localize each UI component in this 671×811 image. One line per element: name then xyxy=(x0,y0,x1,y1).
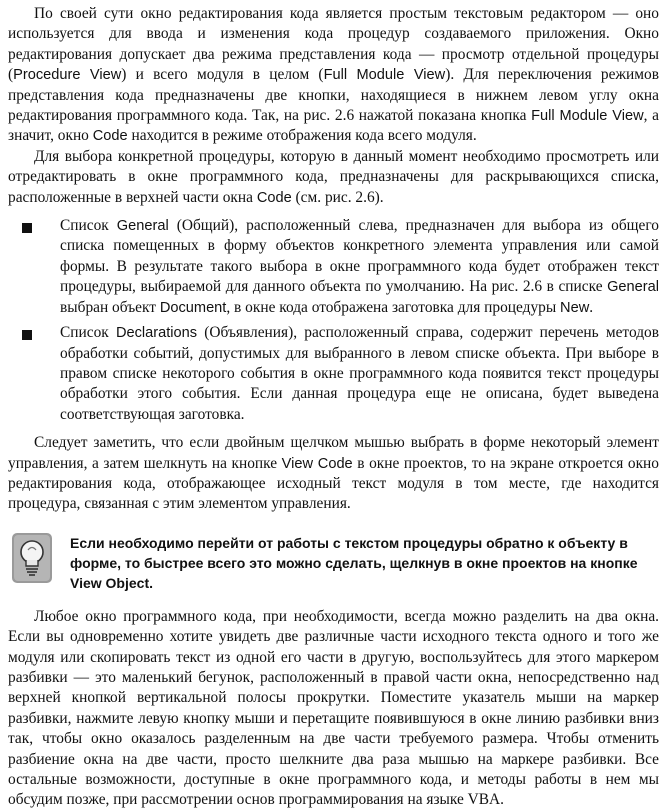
term-full-module-view: Full Module View xyxy=(531,108,644,125)
text: (Объявления), расположенный справа, содержит перечень методов обработки событий, допустимых для выбранного в левом списке объекта. При выборе в правом списке некоторого события в окне программного кода появится текст процедуры обработки этого события. Если данная процедура еще не описана, будет выведена соответствующая заготовка. xyxy=(60,324,659,423)
term-full-module-view: Full Module View xyxy=(323,67,446,84)
term-new: New xyxy=(560,299,590,316)
term-code: Code xyxy=(92,128,128,145)
list-item-text xyxy=(60,216,659,318)
term-document: Document xyxy=(159,299,227,316)
list-item-general xyxy=(60,216,659,318)
term-procedure-view: Procedure View xyxy=(13,67,122,84)
text: , а значит, окно xyxy=(8,107,659,145)
text: Список xyxy=(60,217,117,235)
text: (Общий), расположенный слева, предназначен для выбора из общего списка помещенных в форму объектов конкретного элемента управления или самой формы. В результате такого выбора в окне программного кода будет отображен текст процедуры, выбираемой для данного объекта по умолчанию. На рис. 2.6 в списке xyxy=(60,217,659,296)
page xyxy=(8,4,659,811)
text: выбран объект xyxy=(60,298,160,316)
paragraph-procedure-selection xyxy=(8,147,659,208)
term-general: General xyxy=(116,218,169,235)
paragraph-double-click xyxy=(8,433,659,515)
text: ). Для переключения режимов представления кода предназначены две кнопки, находящиеся в нижнем левом углу окна редактирования программного кода. Так, на рис. 2.6 нажатой показана кнопка xyxy=(8,66,659,125)
paragraph-split-window: Любое окно программного кода, при необходимости, всегда можно разделить на два окна. Если вы одновременно хотите увидеть две различные части исходного текста одного и того же модуля или скопировать текст из одной его части в другую, воспользуйтесь для этого маркером разбивки — это маленький бегунок, расположенный в правой части окна, непосредственно над верхней кнопкой вертикальной полосы прокрутки. Поместите указатель мыши на маркер разбивки, нажмите левую кнопку мыши и перетащите появившуюся в окне линию разбивки вниз так, чтобы окно оказалось разделенным на две части требуемого размера. Чтобы отменить разбиение окна на две части, просто шелкните два раза мышью на маркере разбивки. Все остальные возможности, доступные в окне программного кода, и методы работы в нем мы обсудим позже, при рассмотрении основ программирования на языке VBA. xyxy=(8,607,659,809)
text: (см. рис. 2.6). xyxy=(291,188,384,206)
list-item-text xyxy=(60,323,659,425)
bullet-square-icon xyxy=(22,330,32,340)
bullet-list xyxy=(8,216,659,425)
bullet-square-icon xyxy=(22,223,32,233)
text: Список xyxy=(60,324,116,342)
term-view-code: View Code xyxy=(281,455,353,472)
text: По своей сути окно редактирования кода является простым текстовым редактором — оно используется для ввода и изменения кода процедур создаваемого приложения. Окно редактирования допускает два режима представления кода — просмотр отдельной процедуры ( xyxy=(8,5,659,84)
paragraph-code-editor-modes xyxy=(8,4,659,147)
lightbulb-icon xyxy=(12,533,52,583)
text: Следует заметить, что если двойным щелчком мышью выбрать в форме некоторый элемент управления, а затем шелкнуть на кнопке xyxy=(8,434,659,472)
text: . xyxy=(589,298,594,316)
text: находится в режиме отображения кода всего модуля. xyxy=(127,127,477,145)
term-code: Code xyxy=(256,189,292,206)
text: ) и всего модуля в целом ( xyxy=(121,66,324,84)
list-item-declarations xyxy=(60,323,659,425)
text: в окне проектов, то на экране откроется окно редактирования кода, отображающее исходный текст модуля в том месте, где находится процедура, связанная с этим элементом управления. xyxy=(8,454,659,513)
text: Для выбора конкретной процедуры, которую в данный момент необходимо просмотреть или отредактировать в окне программного кода, предназначены для раскрывающихся списка, расположенные в верхней части окна xyxy=(8,147,659,206)
term-declarations: Declarations xyxy=(115,325,198,342)
tip-text: Если необходимо перейти от работы с текстом процедуры обратно к объекту в форме, то быстрее всего это можно сделать, щелкнув в окне проектов на кнопке View Object. xyxy=(70,534,638,591)
text: , в окне кода отображена заготовка для процедуры xyxy=(226,298,561,316)
tip-note xyxy=(8,529,659,589)
term-general: General xyxy=(607,279,659,296)
